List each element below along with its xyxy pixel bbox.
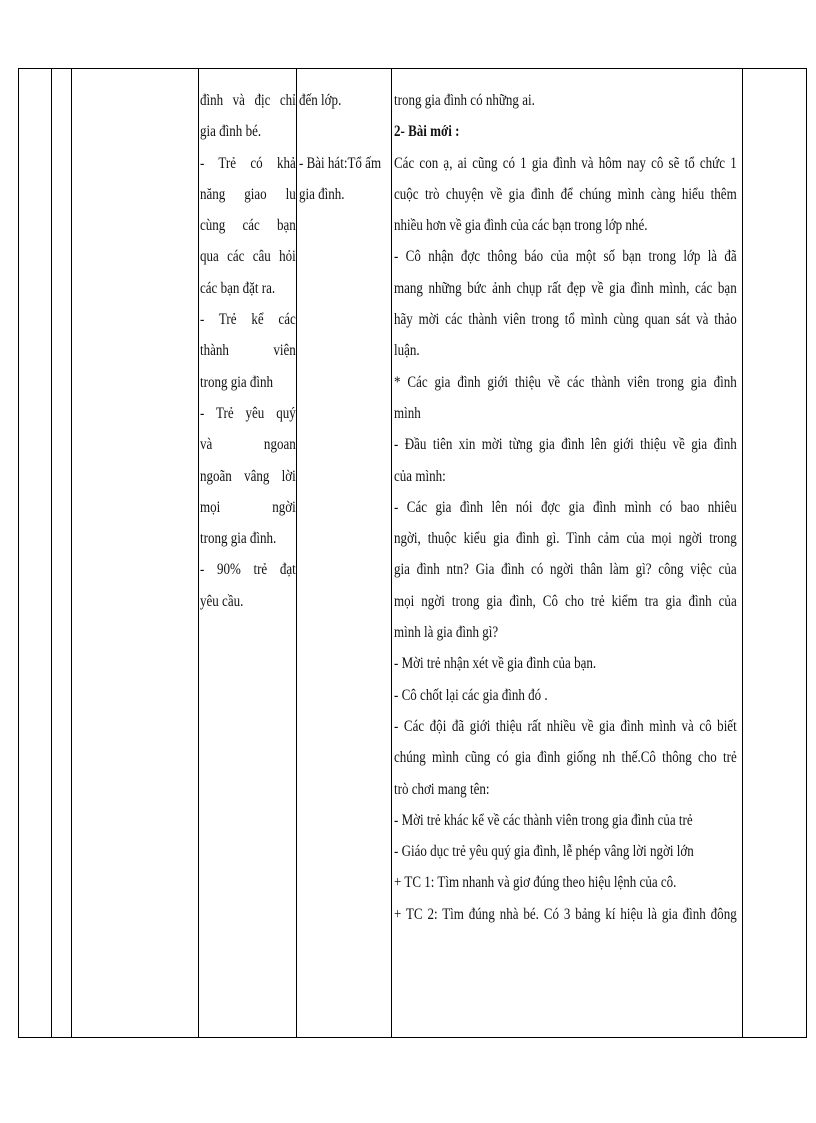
preparation-column — [299, 85, 393, 210]
preparation-line: đến lớp. — [299, 92, 342, 109]
activity-line: - Đầu tiên xin mời từng gia đình lên giới thiệu về gia đình — [394, 436, 737, 454]
activity-line: mình là gia đình gì? — [394, 624, 499, 642]
activity-line: trong gia đình có những ai. — [394, 92, 535, 109]
activity-line: luận. — [394, 342, 420, 360]
objectives-line: và ngoan — [200, 436, 296, 454]
activity-line: - Các gia đình lên nói đợc gia đình mình có bao nhiêu — [394, 498, 737, 516]
column-divider — [742, 69, 743, 1037]
objectives-line: thành viên — [200, 342, 296, 360]
activity-line: cuộc trò chuyện về gia đình để chúng mình càng hiểu thêm — [394, 185, 737, 203]
objectives-column — [200, 85, 296, 617]
objectives-line: đình và địc chỉ — [200, 92, 296, 109]
activity-line: gia đình ntn? Gia đình có ngời thân làm gì? công việc của — [394, 561, 737, 579]
activity-line: hãy mời các thành viên trong tổ mình cùng quan sát và thảo — [394, 311, 737, 329]
activity-line: chúng mình cũng có gia đình giống nh thế.Cô thông cho trẻ — [394, 749, 737, 767]
objectives-line: ngoãn vâng lời — [200, 467, 296, 485]
objectives-line: yêu cầu. — [200, 592, 244, 610]
objectives-line: - Trẻ có khả — [200, 154, 296, 172]
lesson-plan-table — [18, 68, 807, 1038]
activity-line: - Giáo dục trẻ yêu quý gia đình, lễ phép vâng lời ngời lớn — [394, 843, 694, 861]
objectives-line: - Trẻ kể các — [200, 311, 296, 329]
objectives-line: trong gia đình — [200, 373, 274, 391]
objectives-line: qua các câu hỏi — [200, 248, 296, 266]
activity-line: - Cô chốt lại các gia đình đó . — [394, 686, 548, 704]
activity-line: + TC 1: Tìm nhanh và giơ đúng theo hiệu lệnh của cô. — [394, 874, 677, 892]
preparation-line: gia đình. — [299, 185, 345, 203]
activity-line: nhiều hơn về gia đình của các bạn trong lớp nhé. — [394, 217, 648, 235]
activity-line: mọi ngời trong gia đình, Cô cho trẻ kiểm tra gia đình của — [394, 592, 737, 610]
activity-line: mang những bức ảnh chụp rất đẹp về gia đình mình, các bạn — [394, 279, 737, 297]
preparation-line: - Bài hát:Tổ ấm — [299, 154, 382, 172]
objectives-line: mọi ngời — [200, 498, 296, 516]
activity-line: mình — [394, 404, 421, 422]
activity-line: - Cô nhận đợc thông báo của một số bạn trong lớp là đã — [394, 248, 737, 266]
objectives-line: các bạn đặt ra. — [200, 279, 276, 297]
activity-line: * Các gia đình giới thiệu về các thành viên trong gia đình — [394, 373, 737, 391]
objectives-line: gia đình bé. — [200, 123, 262, 141]
activity-line: 2- Bài mới : — [394, 123, 460, 141]
activity-line: trò chơi mang tên: — [394, 780, 490, 798]
activity-line: - Các đội đã giới thiệu rất nhiều về gia đình mình và cô biết — [394, 717, 737, 735]
column-divider — [71, 69, 72, 1037]
column-divider — [296, 69, 297, 1037]
column-divider — [391, 69, 392, 1037]
activity-line: - Mời trẻ khác kể về các thành viên trong gia đình của trẻ — [394, 811, 693, 829]
objectives-line: năng giao lu — [200, 185, 296, 203]
column-divider — [51, 69, 52, 1037]
activities-column — [394, 85, 737, 930]
objectives-line: cùng các bạn — [200, 217, 296, 235]
objectives-line: trong gia đình. — [200, 530, 277, 548]
preparation-line — [299, 116, 393, 147]
column-divider — [198, 69, 199, 1037]
activity-line: - Mời trẻ nhận xét về gia đình của bạn. — [394, 655, 597, 673]
objectives-line: - 90% trẻ đạt — [200, 561, 296, 579]
activity-line: ngời, thuộc kiểu gia đình gì. Tình cảm của mọi ngời trong — [394, 530, 737, 548]
activity-line: + TC 2: Tìm đúng nhà bé. Có 3 bảng kí hiệu là gia đình đông — [394, 905, 737, 923]
activity-line: của mình: — [394, 467, 446, 485]
objectives-line: - Trẻ yêu quý — [200, 404, 296, 422]
activity-line: Các con ạ, ai cũng có 1 gia đình và hôm nay cô sẽ tổ chức 1 — [394, 154, 737, 172]
